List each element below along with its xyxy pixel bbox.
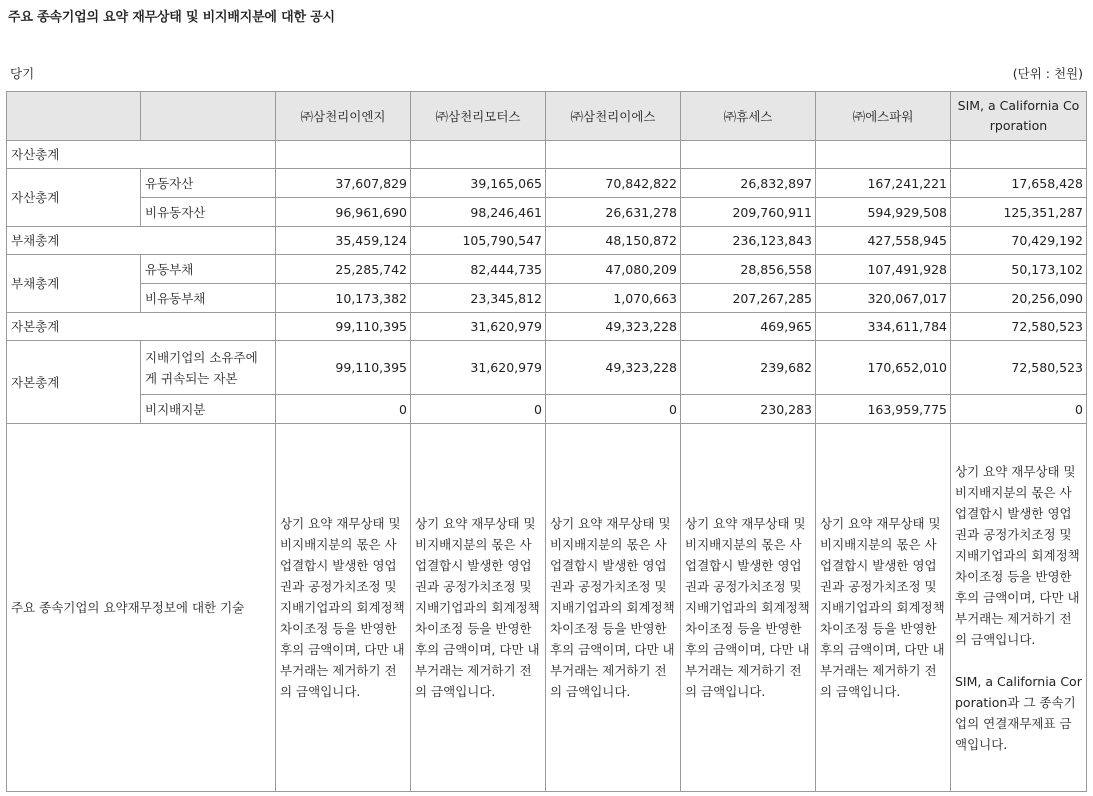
cell: 25,285,742 (276, 255, 411, 284)
table-row (7, 395, 1087, 424)
header-blank-1 (7, 92, 141, 141)
cell: 70,429,192 (951, 227, 1087, 255)
note-cell: 상기 요약 재무상태 및 비지배지분의 몫은 사업결합시 발생한 영업권과 공정가치조정 및 지배기업과의 회계정책차이조정 등을 반영한 후의 금액이며, 다만 내부거래는 제거하기 전의 금액입니다. (276, 424, 411, 792)
period-label: 당기 (10, 66, 35, 81)
cell: 35,459,124 (276, 227, 411, 255)
cell: 26,631,278 (546, 198, 681, 227)
column-header: ㈜삼천리모터스 (411, 92, 546, 141)
table-row (7, 341, 1087, 395)
row-label: 유동자산 (141, 169, 276, 198)
cell: 28,856,558 (681, 255, 816, 284)
cell: 49,323,228 (546, 341, 681, 395)
cell: 469,965 (681, 313, 816, 341)
group-label: 부채총계 (7, 255, 141, 313)
cell: 0 (276, 395, 411, 424)
cell: 105,790,547 (411, 227, 546, 255)
cell: 230,283 (681, 395, 816, 424)
table-row (7, 227, 1087, 255)
table-row (7, 198, 1087, 227)
cell: 125,351,287 (951, 198, 1087, 227)
note-cell: 상기 요약 재무상태 및 비지배지분의 몫은 사업결합시 발생한 영업권과 공정가치조정 및 지배기업과의 회계정책차이조정 등을 반영한 후의 금액이며, 다만 내부거래는 제거하기 전의 금액입니다. (816, 424, 951, 792)
cell: 107,491,928 (816, 255, 951, 284)
table-row (7, 255, 1087, 284)
cell: 0 (411, 395, 546, 424)
row-label: 자산총계 (7, 141, 276, 169)
row-label: 유동부채 (141, 255, 276, 284)
cell: 0 (546, 395, 681, 424)
header-blank-2 (141, 92, 276, 141)
table-row (7, 313, 1087, 341)
cell: 99,110,395 (276, 313, 411, 341)
cell: 26,832,897 (681, 169, 816, 198)
cell: 47,080,209 (546, 255, 681, 284)
column-header: SIM, a California Co rporation (951, 92, 1087, 141)
cell: 20,256,090 (951, 284, 1087, 313)
cell: 96,961,690 (276, 198, 411, 227)
cell: 98,246,461 (411, 198, 546, 227)
table-row (7, 169, 1087, 198)
cell: 320,067,017 (816, 284, 951, 313)
column-header: ㈜에스파워 (816, 92, 951, 141)
cell: 167,241,221 (816, 169, 951, 198)
cell: 39,165,065 (411, 169, 546, 198)
financial-table (6, 91, 1087, 792)
cell: 170,652,010 (816, 341, 951, 395)
cell: 17,658,428 (951, 169, 1087, 198)
cell: 50,173,102 (951, 255, 1087, 284)
cell: 31,620,979 (411, 341, 546, 395)
note-cell: 상기 요약 재무상태 및 비지배지분의 몫은 사업결합시 발생한 영업권과 공정가치조정 및 지배기업과의 회계정책차이조정 등을 반영한 후의 금액이며, 다만 내부거래는 제거하기 전의 금액입니다. (546, 424, 681, 792)
cell: 239,682 (681, 341, 816, 395)
row-label: 자본총계 (7, 313, 276, 341)
cell: 48,150,872 (546, 227, 681, 255)
column-header: ㈜삼천리이엔지 (276, 92, 411, 141)
unit-label: (단위 : 천원) (1012, 66, 1083, 81)
cell: 0 (951, 395, 1087, 424)
cell: 82,444,735 (411, 255, 546, 284)
cell: 163,959,775 (816, 395, 951, 424)
row-label: 부채총계 (7, 227, 276, 255)
cell: 236,123,843 (681, 227, 816, 255)
cell: 31,620,979 (411, 313, 546, 341)
cell: 23,345,812 (411, 284, 546, 313)
cell: 1,070,663 (546, 284, 681, 313)
group-label: 자본총계 (7, 341, 141, 424)
table-row (7, 284, 1087, 313)
group-label: 자산총계 (7, 169, 141, 227)
header-row (7, 92, 1087, 141)
cell: 427,558,945 (816, 227, 951, 255)
table-row (7, 424, 1087, 792)
notes-label: 주요 종속기업의 요약재무정보에 대한 기술 (7, 424, 276, 792)
cell: 10,173,382 (276, 284, 411, 313)
cell: 209,760,911 (681, 198, 816, 227)
cell: 37,607,829 (276, 169, 411, 198)
cell: 207,267,285 (681, 284, 816, 313)
column-header: ㈜휴세스 (681, 92, 816, 141)
cell: 334,611,784 (816, 313, 951, 341)
row-label: 비유동자산 (141, 198, 276, 227)
table-row (7, 141, 1087, 169)
cell: 99,110,395 (276, 341, 411, 395)
cell: 594,929,508 (816, 198, 951, 227)
note-cell: 상기 요약 재무상태 및 비지배지분의 몫은 사업결합시 발생한 영업권과 공정가치조정 및 지배기업과의 회계정책차이조정 등을 반영한 후의 금액이며, 다만 내부거래는 제거하기 전의 금액입니다. (411, 424, 546, 792)
row-label: 지배기업의 소유주에 게 귀속되는 자본 (141, 341, 276, 395)
row-label: 비유동부채 (141, 284, 276, 313)
page-title: 주요 종속기업의 요약 재무상태 및 비지배지분에 대한 공시 (8, 10, 335, 25)
cell: 49,323,228 (546, 313, 681, 341)
row-label: 비지배지분 (141, 395, 276, 424)
cell: 72,580,523 (951, 341, 1087, 395)
cell: 72,580,523 (951, 313, 1087, 341)
note-cell: 상기 요약 재무상태 및 비지배지분의 몫은 사업결합시 발생한 영업권과 공정가치조정 및 지배기업과의 회계정책차이조정 등을 반영한 후의 금액이며, 다만 내부거래는 제거하기 전의 금액입니다. (681, 424, 816, 792)
cell: 70,842,822 (546, 169, 681, 198)
note-cell: 상기 요약 재무상태 및 비지배지분의 몫은 사업결합시 발생한 영업권과 공정가치조정 및 지배기업과의 회계정책차이조정 등을 반영한 후의 금액이며, 다만 내부거래는 제거하기 전의 금액입니다. SIM, a California Corporation과 그 종속기업의 연결재무제표 금액입니다. (951, 424, 1087, 792)
column-header: ㈜삼천리이에스 (546, 92, 681, 141)
